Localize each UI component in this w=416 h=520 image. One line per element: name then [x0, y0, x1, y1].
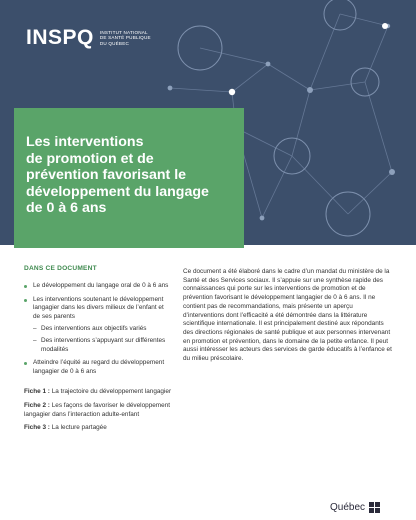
contents-item-text: Atteindre l’équité au regard du développement langagier de 0 à 6 ans: [33, 359, 165, 375]
fiches-list: [24, 388, 172, 432]
fiche-text: Les façons de favoriser le développement langagier dans l’interaction adulte-enfant: [24, 401, 171, 418]
fiche-label: Fiche 1 :: [24, 388, 50, 396]
contents-item-text: Le développement du langage oral de 0 à 6 ans: [33, 282, 169, 289]
contents-heading: DANS CE DOCUMENT: [24, 265, 97, 272]
contents-column: [24, 265, 172, 438]
fiche-item: [24, 388, 172, 397]
intro-column: [183, 268, 395, 364]
fiche-text: La trajectoire du développement langagier: [51, 388, 172, 396]
contents-subitem: – Des interventions aux objectifs variés: [33, 325, 172, 334]
quebec-wordmark: Québec: [330, 502, 366, 513]
document-title: [26, 134, 241, 217]
contents-list: [24, 282, 172, 376]
quebec-logo: [330, 502, 380, 513]
contents-item-text: Les interventions soutenant le développement langagier dans les divers milieux de l’enfant et de ses parents: [33, 295, 164, 320]
contents-item: [24, 296, 172, 355]
contents-subitem: – Des interventions s’appuyant sur différentes modalités: [33, 337, 172, 354]
fiche-label: Fiche 3 :: [24, 424, 50, 432]
contents-item: [24, 359, 172, 376]
contents-sublist: [33, 325, 172, 354]
intro-paragraph: Ce document a été élaboré dans le cadre d’un mandat du ministère de la Santé et des Services sociaux. Il s’appuie sur une synthèse rapide des connaissances qui porte sur les interventions de promotion et de prévention favorisant le développement langagier de 0 à 6 ans. Il ne contient pas de recommandations, mais présente un aperçu d’interventions dont l’efficacité a été démontrée dans la littérature scientifique internationale. Il est principalement destiné aux répondants des directions régionales de santé publique et aux personnes intervenant en promotion et prévention, dans le domaine de la petite enfance. Il peut aussi intéresser les acteurs des services de garde éducatifs à l’enfance et du milieu préscolaire.: [183, 268, 392, 363]
title-line: Les interventions: [26, 134, 144, 150]
fiche-item: [24, 402, 172, 419]
logo-institution-name: INSTITUT NATIONAL DE SANTÉ PUBLIQUE DU QUÉBEC: [99, 30, 151, 46]
contents-item: [24, 282, 172, 291]
title-line: de promotion et de: [26, 150, 154, 167]
fiche-item: [24, 424, 172, 433]
title-line: de 0 à 6 ans: [26, 200, 107, 217]
title-line: prévention favorisant le: [26, 167, 187, 184]
logo-wordmark: INSPQ: [26, 26, 94, 49]
title-box: [14, 108, 244, 248]
title-line: développement du langage: [26, 183, 209, 200]
fiche-label: Fiche 2 :: [24, 401, 50, 409]
fiche-text: La lecture partagée: [51, 424, 107, 432]
fleur-de-lys-icon: [369, 502, 380, 513]
inspq-logo: [26, 27, 152, 48]
